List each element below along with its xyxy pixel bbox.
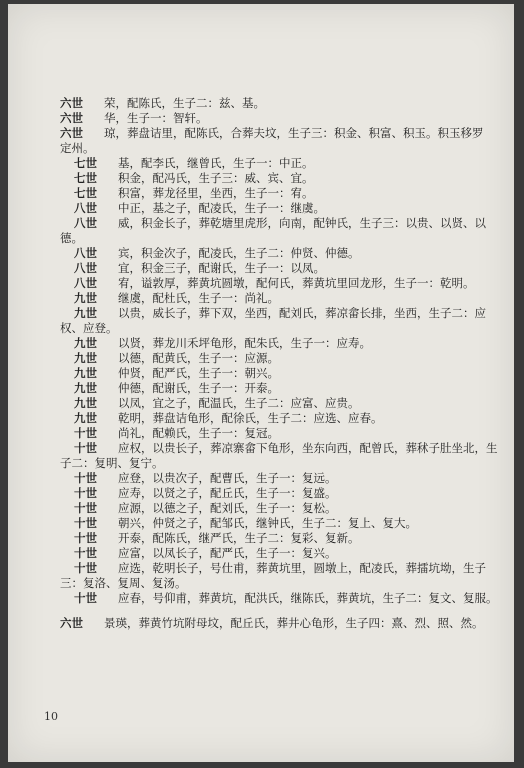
generation-label: 九世	[74, 381, 97, 395]
generation-label: 九世	[74, 396, 97, 410]
entry-text: 宜，积金三子，配谢氏，生子一：以凤。	[118, 261, 325, 275]
entry-text: 以贤，葬龙川禾坪龟形，配朱氏，生子一：应寿。	[118, 336, 371, 350]
genealogy-entry	[60, 616, 498, 631]
genealogy-entry	[60, 531, 498, 546]
entry-text: 以凤，宜之子，配温氏，生子二：应富、应贵。	[118, 396, 360, 410]
genealogy-entry	[60, 501, 498, 516]
entry-text: 积富，葬龙径里，坐西，生子一：宥。	[118, 186, 314, 200]
generation-label: 九世	[74, 336, 97, 350]
generation-label: 九世	[74, 306, 97, 320]
generation-label: 十世	[74, 501, 97, 515]
generation-label: 六世	[60, 111, 83, 125]
genealogy-entry	[60, 396, 498, 411]
generation-label: 十世	[74, 486, 97, 500]
genealogy-entry	[60, 471, 498, 486]
entry-text: 应春，号仰甫，葬黄坑，配洪氏，继陈氏，葬黄坑，生子二：复文、复服。	[118, 591, 498, 605]
genealogy-entry	[60, 186, 498, 201]
entry-text: 景瑛，葬黄竹坑附母坟，配丘氏，葬井心龟形，生子四：熹、烈、照、然。	[104, 616, 484, 630]
entry-continuation-line	[60, 141, 498, 156]
book-page	[8, 4, 514, 762]
entry-text: 荣，配陈氏，生子二：兹、基。	[104, 96, 265, 110]
entry-text: 中正，基之子，配凌氏，生子一：继虞。	[118, 201, 325, 215]
genealogy-entry	[60, 351, 498, 366]
generation-label: 十世	[74, 561, 97, 575]
genealogy-entry	[60, 216, 498, 231]
genealogy-entry	[60, 171, 498, 186]
entry-text: 应富，以凤长子，配严氏，生子一：复兴。	[118, 546, 337, 560]
entry-text: 琼，葬盘诘里，配陈氏，合葬夫坟，生子三：积金、积富、积玉。积玉移罗	[104, 126, 484, 140]
entry-text: 积金，配冯氏，生子三：威、宾、宜。	[118, 171, 314, 185]
entry-text: 应源，以德之子，配刘氏，生子一：复松。	[118, 501, 337, 515]
entry-text: 朝兴，仲贤之子，配邹氏，继钟氏，生子二：复上、复大。	[118, 516, 417, 530]
generation-label: 十世	[74, 516, 97, 530]
entry-text: 宥，谥敦厚，葬黄坑圆墩，配何氏，葬黄坑里回龙形，生子一：乾明。	[118, 276, 475, 290]
genealogy-entry	[60, 486, 498, 501]
generation-label: 八世	[74, 201, 97, 215]
genealogy-text	[60, 96, 498, 631]
entry-continuation-line	[60, 231, 498, 246]
genealogy-entry	[60, 276, 498, 291]
generation-label: 十世	[74, 441, 97, 455]
entry-text: 仲德，配谢氏，生子一：开泰。	[118, 381, 279, 395]
genealogy-entry	[60, 381, 498, 396]
entry-continuation-line	[60, 576, 498, 591]
genealogy-entry	[60, 306, 498, 321]
generation-label: 十世	[74, 426, 97, 440]
page-number: 10	[44, 710, 58, 723]
entry-text: 尚礼，配赖氏，生子一：复冠。	[118, 426, 279, 440]
entry-text: 三：复洛、复周、复汤。	[60, 576, 187, 590]
genealogy-entry	[60, 411, 498, 426]
entry-text: 应登，以贵次子，配曹氏，生子一：复远。	[118, 471, 337, 485]
entry-text: 应寿，以贤之子，配丘氏，生子一：复盛。	[118, 486, 337, 500]
genealogy-entry	[60, 366, 498, 381]
entry-text: 子二：复明、复宁。	[60, 456, 164, 470]
genealogy-entry	[60, 96, 498, 111]
generation-label: 九世	[74, 351, 97, 365]
generation-label: 十世	[74, 546, 97, 560]
generation-label: 八世	[74, 276, 97, 290]
genealogy-entry	[60, 291, 498, 306]
entry-text: 开泰，配陈氏，继严氏，生子二：复彩、复新。	[118, 531, 360, 545]
entry-text: 定州。	[60, 141, 95, 155]
generation-label: 六世	[60, 126, 83, 140]
entry-text: 应选，乾明长子，号仕甫，葬黄坑里，圆墩上，配凌氏，葬擂坑坳，生子	[118, 561, 486, 575]
entry-text: 德。	[60, 231, 83, 245]
genealogy-entry	[60, 156, 498, 171]
generation-label: 六世	[60, 616, 83, 630]
entry-text: 基，配李氏，继曾氏，生子一：中正。	[118, 156, 314, 170]
genealogy-entry	[60, 561, 498, 576]
entry-text: 仲贤，配严氏，生子一：朝兴。	[118, 366, 279, 380]
entry-text: 应权，以贵长子，葬凉寨畲下龟形，坐东向西，配曾氏，葬秫子肚坐北，生	[118, 441, 498, 455]
generation-label: 七世	[74, 186, 97, 200]
genealogy-entry	[60, 426, 498, 441]
entry-continuation-line	[60, 321, 498, 336]
generation-label: 九世	[74, 366, 97, 380]
generation-label: 九世	[74, 411, 97, 425]
genealogy-entry	[60, 441, 498, 456]
generation-label: 八世	[74, 261, 97, 275]
generation-label: 七世	[74, 156, 97, 170]
entry-text: 继虞，配杜氏，生子一：尚礼。	[118, 291, 279, 305]
genealogy-entry	[60, 201, 498, 216]
entry-text: 乾明，葬盘诘龟形，配徐氏，生子二：应选、应春。	[118, 411, 383, 425]
genealogy-entry	[60, 246, 498, 261]
entry-text: 宾，积金次子，配凌氏，生子二：仲贤、仲德。	[118, 246, 360, 260]
generation-label: 九世	[74, 291, 97, 305]
genealogy-entry	[60, 336, 498, 351]
generation-label: 七世	[74, 171, 97, 185]
entry-text: 威，积金长子，葬乾塘里虎形，向南，配钟氏，生子三：以贵、以贤、以	[118, 216, 486, 230]
generation-label: 十世	[74, 591, 97, 605]
genealogy-entry	[60, 546, 498, 561]
genealogy-entry	[60, 111, 498, 126]
genealogy-entry	[60, 126, 498, 141]
entry-text: 以德，配黄氏，生子一：应源。	[118, 351, 279, 365]
generation-label: 十世	[74, 531, 97, 545]
generation-label: 六世	[60, 96, 83, 110]
genealogy-entry	[60, 591, 498, 606]
generation-label: 十世	[74, 471, 97, 485]
genealogy-entry	[60, 261, 498, 276]
entry-text: 权、应登。	[60, 321, 118, 335]
entry-text: 华，生子一：智轩。	[104, 111, 208, 125]
entry-continuation-line	[60, 456, 498, 471]
genealogy-entry	[60, 516, 498, 531]
entry-text: 以贵，威长子，葬下双，坐西，配刘氏，葬凉畲长排，坐西，生子二：应	[118, 306, 486, 320]
generation-label: 八世	[74, 246, 97, 260]
generation-label: 八世	[74, 216, 97, 230]
